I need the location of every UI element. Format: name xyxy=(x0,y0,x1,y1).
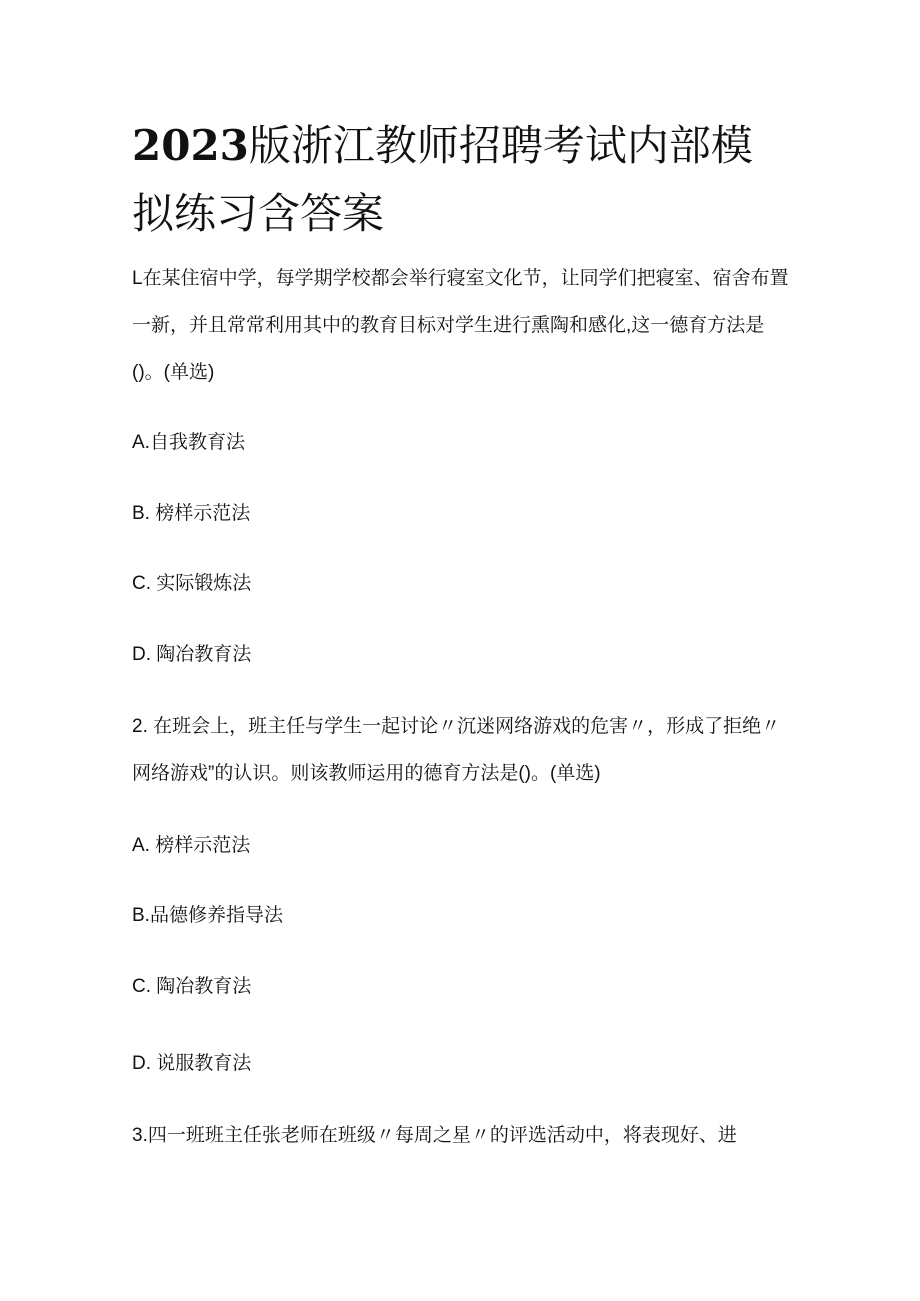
question-2-option-c: C. 陶冶教育法 xyxy=(132,976,252,997)
question-1-option-c: C. 实际锻炼法 xyxy=(132,573,252,594)
title-year: 2023 xyxy=(132,121,249,170)
question-1-option-b: B. 榜样示范法 xyxy=(132,503,251,524)
title-text: 版浙江教师招聘考试内部模拟练习含答案 xyxy=(132,121,753,238)
question-1-stem: L在某住宿中学，每学期学校都会举行寝室文化节，让同学们把寝室、宿舍布置一新，并且常常利用其中的教育目标对学生进行熏陶和感化,这一德育方法是()。(单选) xyxy=(132,268,789,383)
question-2-stem: 2. 在班会上，班主任与学生一起讨论〃沉迷网络游戏的危害〃，形成了拒绝〃网络游戏”的认识。则该教师运用的德育方法是()。(单选) xyxy=(132,716,781,784)
question-2-option-a: A. 榜样示范法 xyxy=(132,835,251,856)
question-1-option-a: A.自我教育法 xyxy=(132,432,245,453)
question-3-stem: 3.四一班班主任张老师在班级〃每周之星〃的评选活动中，将表现好、进 xyxy=(132,1125,737,1146)
question-2-option-b: B.品德修养指导法 xyxy=(132,905,283,926)
question-2-option-d: D. 说服教育法 xyxy=(132,1053,252,1074)
document-title xyxy=(132,112,792,248)
question-1-option-d: D. 陶冶教育法 xyxy=(132,644,252,665)
